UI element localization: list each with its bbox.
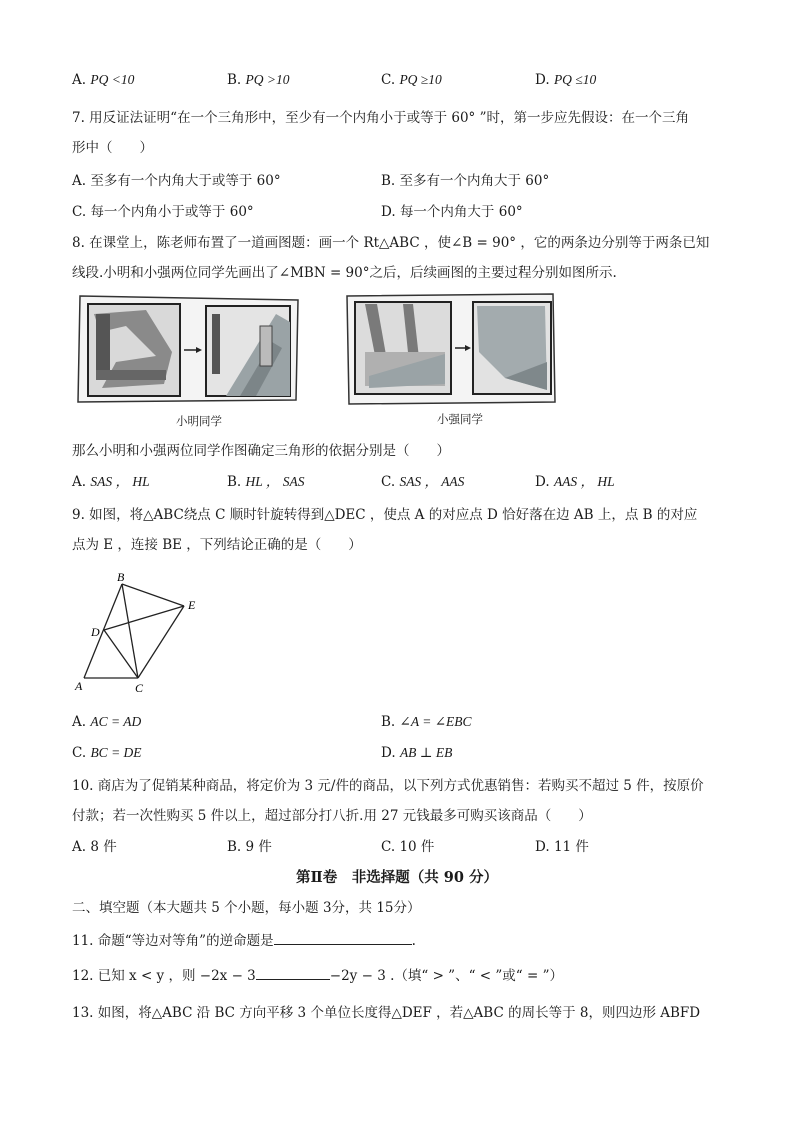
q8-option-b: B. HL ， SAS — [227, 474, 305, 490]
q10-stem-line2: 付款；若一次性购买 5 件以上，超过部分打八折.用 27 元钱最多可购买该商品（ ） — [72, 808, 592, 824]
q9-option-a: A. AC = AD — [72, 714, 142, 730]
q7-stem-line2: 形中（ ） — [72, 140, 153, 156]
q7-option-d: D. 每一个内角大于 60° — [381, 204, 523, 220]
q8-stem-line1: 8. 在课堂上，陈老师布置了一道画图题：画一个 Rt△ABC ，使∠B = 90° ，它的两条边分别等于两条已知 — [72, 235, 710, 251]
xiaoqiang-caption: 小强同学 — [437, 412, 483, 426]
q6-option-a: A. PQ <10 — [72, 72, 135, 88]
label-a: A — [75, 679, 83, 693]
q7-option-b: B. 至多有一个内角大于 60° — [381, 173, 550, 189]
q9-rotation-figure — [72, 568, 212, 698]
q9-stem-line1: 9. 如图，将△ABC绕点 C 顺时针旋转得到△DEC ，使点 A 的对应点 D 恰好落在边 AB 上，点 B 的对应 — [72, 507, 698, 523]
xiaoqiang-photo — [345, 292, 557, 408]
q9-option-b: B. ∠A = ∠EBC — [381, 714, 472, 730]
q9-option-c: C. BC = DE — [72, 745, 142, 761]
q11-answer-blank[interactable] — [274, 930, 412, 945]
q8-option-c: C. SAS ， AAS — [381, 474, 465, 490]
label-d: D — [91, 625, 100, 639]
q6-option-d: D. PQ ≤10 — [535, 72, 597, 88]
q8-stem-line2: 线段.小明和小强两位同学先画出了∠MBN = 90°之后，后续画图的主要过程分别如图所示. — [72, 265, 617, 281]
q8-option-d: D. AAS ， HL — [535, 474, 615, 490]
q7-option-c: C. 每一个内角小于或等于 60° — [72, 204, 254, 220]
q10-option-d: D. 11 件 — [535, 839, 589, 855]
q10-option-c: C. 10 件 — [381, 839, 435, 855]
q7-stem-line1: 7. 用反证法证明“在一个三角形中，至少有一个内角小于或等于 60° ”时，第一步应先假设：在一个三角 — [72, 110, 689, 126]
section-title: 第Ⅱ卷 非选择题（共 90 分） — [296, 869, 498, 886]
label-e: E — [188, 598, 196, 612]
q9-stem-line2: 点为 E ，连接 BE ，下列结论正确的是（ ） — [72, 537, 362, 553]
q12-stem: 12. 已知 x < y ，则 −2x − 3 −2y − 3 .（填“ > ”、“ < ”或“ = ”） — [72, 965, 563, 985]
q11-stem: 11. 命题“等边对等角”的逆命题是 . — [72, 930, 416, 950]
q13-stem: 13. 如图，将△ABC 沿 BC 方向平移 3 个单位长度得△DEF ，若△ABC 的周长等于 8，则四边形 ABFD — [72, 1005, 701, 1021]
q12-answer-blank[interactable] — [256, 965, 330, 980]
xiaoming-caption: 小明同学 — [176, 414, 222, 428]
xiaoming-photo — [76, 292, 302, 412]
q10-stem-line1: 10. 商店为了促销某种商品，将定价为 3 元/件的商品，以下列方式优惠销售：若购买不超过 5 件，按原价 — [72, 778, 704, 794]
q6-option-c: C. PQ ≥10 — [381, 72, 442, 88]
label-c: C — [135, 681, 144, 695]
section-heading: 二、填空题（本大题共 5 个小题，每小题 3分，共 15分） — [72, 900, 421, 916]
q8-option-a: A. SAS ， HL — [72, 474, 150, 490]
q6-option-b: B. PQ >10 — [227, 72, 290, 88]
q10-option-a: A. 8 件 — [72, 839, 117, 855]
label-b: B — [117, 570, 125, 584]
q7-option-a: A. 至多有一个内角大于或等于 60° — [72, 173, 281, 189]
q8-question: 那么小明和小强两位同学作图确定三角形的依据分别是（ ） — [72, 443, 450, 459]
q9-option-d: D. AB ⊥ EB — [381, 745, 453, 761]
q10-option-b: B. 9 件 — [227, 839, 272, 855]
